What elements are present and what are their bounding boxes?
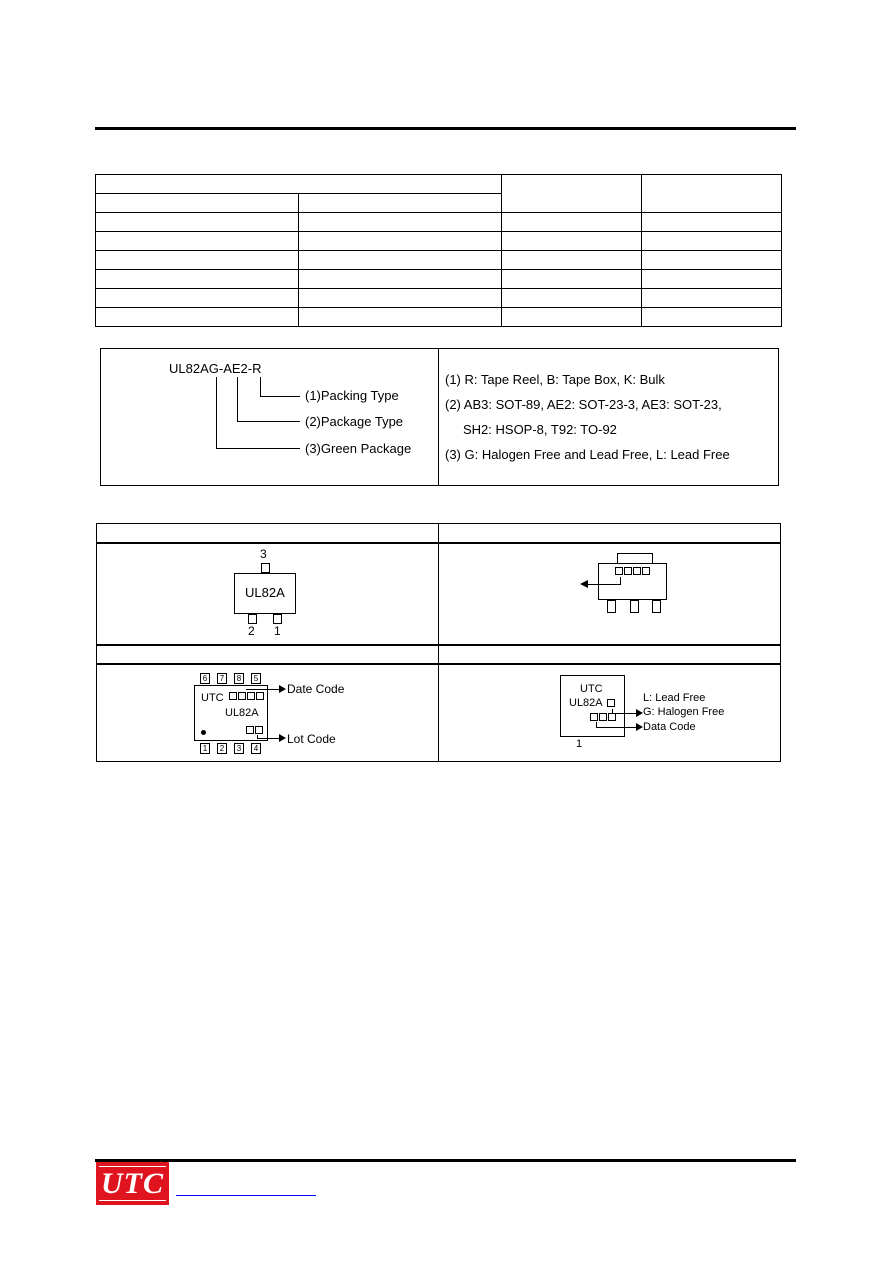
note-packing: (1) R: Tape Reel, B: Tape Box, K: Bulk <box>445 372 665 387</box>
logo-stripe <box>99 1166 166 1167</box>
marking-text: UL82A <box>569 697 603 709</box>
pin <box>261 563 270 573</box>
leader-line <box>216 448 300 449</box>
data-code-label: Data Code <box>643 721 696 733</box>
arrow-right-icon <box>636 723 643 731</box>
table-row <box>96 213 782 232</box>
arrow-right-icon <box>279 734 286 742</box>
arrow-right-icon <box>636 709 643 717</box>
note-package-1: (2) AB3: SOT-89, AE2: SOT-23-3, AE3: SOT-23, <box>445 397 722 412</box>
table-row <box>96 175 782 194</box>
leader-line <box>216 377 217 449</box>
pin-number: 2 <box>217 743 227 754</box>
pin <box>607 600 616 613</box>
pin <box>248 614 257 624</box>
table-row <box>96 232 782 251</box>
logo-stripe <box>99 1200 166 1201</box>
date-code-label: Date Code <box>287 682 345 696</box>
pin-number: 1 <box>200 743 210 754</box>
pin <box>652 600 661 613</box>
lot-code-label: Lot Code <box>287 732 336 746</box>
lead-free-label: L: Lead Free <box>643 692 706 704</box>
utc-logo <box>96 1162 169 1205</box>
table-row <box>96 289 782 308</box>
pin-number: 3 <box>234 743 244 754</box>
date-code-boxes <box>229 692 265 700</box>
arrow-line <box>596 727 637 728</box>
marking-text: UL82A <box>245 585 285 600</box>
table-row <box>96 308 782 327</box>
leader-line <box>237 421 300 422</box>
pin1-dot-icon <box>201 730 206 735</box>
table-row <box>96 251 782 270</box>
arrow-line <box>587 584 621 585</box>
part-number-divider <box>438 348 439 486</box>
packing-type-label: (1)Packing Type <box>305 388 399 403</box>
footer-rule <box>95 1159 796 1162</box>
pin-label: 1 <box>576 738 583 750</box>
marking-text: UL82A <box>225 707 259 719</box>
lead-free-box <box>607 699 616 707</box>
leader-line <box>260 396 300 397</box>
pin-label: 1 <box>274 624 281 638</box>
table-row <box>96 270 782 289</box>
pin-number: 5 <box>251 673 261 684</box>
lot-code-boxes <box>246 726 264 734</box>
pin <box>273 614 282 624</box>
header-rule <box>95 127 796 130</box>
marking-divider <box>438 523 439 762</box>
arrow-right-icon <box>279 685 286 693</box>
website-link[interactable] <box>176 1195 316 1196</box>
leader-line <box>260 377 261 397</box>
date-code-boxes <box>590 713 617 721</box>
logo-text: UTC <box>101 1166 164 1200</box>
pin <box>630 600 639 613</box>
arrow-line <box>612 713 637 714</box>
pin-label: 2 <box>248 624 255 638</box>
marking-boxes <box>615 567 651 575</box>
pin-label: 3 <box>260 547 267 561</box>
part-number: UL82AG-AE2-R <box>169 361 262 376</box>
note-package-2: SH2: HSOP-8, T92: TO-92 <box>463 422 617 437</box>
marking-row-line <box>96 542 781 544</box>
ordering-table <box>95 174 782 327</box>
leader-line <box>237 377 238 422</box>
package-type-label: (2)Package Type <box>305 414 404 429</box>
arrow-left-icon <box>580 580 588 588</box>
pin-number: 7 <box>217 673 227 684</box>
marking-row-line <box>96 644 781 646</box>
pin-number: 4 <box>251 743 261 754</box>
green-package-label: (3)Green Package <box>305 441 412 456</box>
arrow-line <box>620 577 621 585</box>
brand-text: UTC <box>580 683 603 695</box>
pin-number: 6 <box>200 673 210 684</box>
note-green: (3) G: Halogen Free and Lead Free, L: Lead Free <box>445 447 730 462</box>
brand-text: UTC <box>201 692 224 704</box>
arrow-line <box>246 689 280 690</box>
marking-row-line <box>96 663 781 665</box>
halogen-free-label: G: Halogen Free <box>643 706 725 718</box>
arrow-line <box>257 738 280 739</box>
pin-number: 8 <box>234 673 244 684</box>
